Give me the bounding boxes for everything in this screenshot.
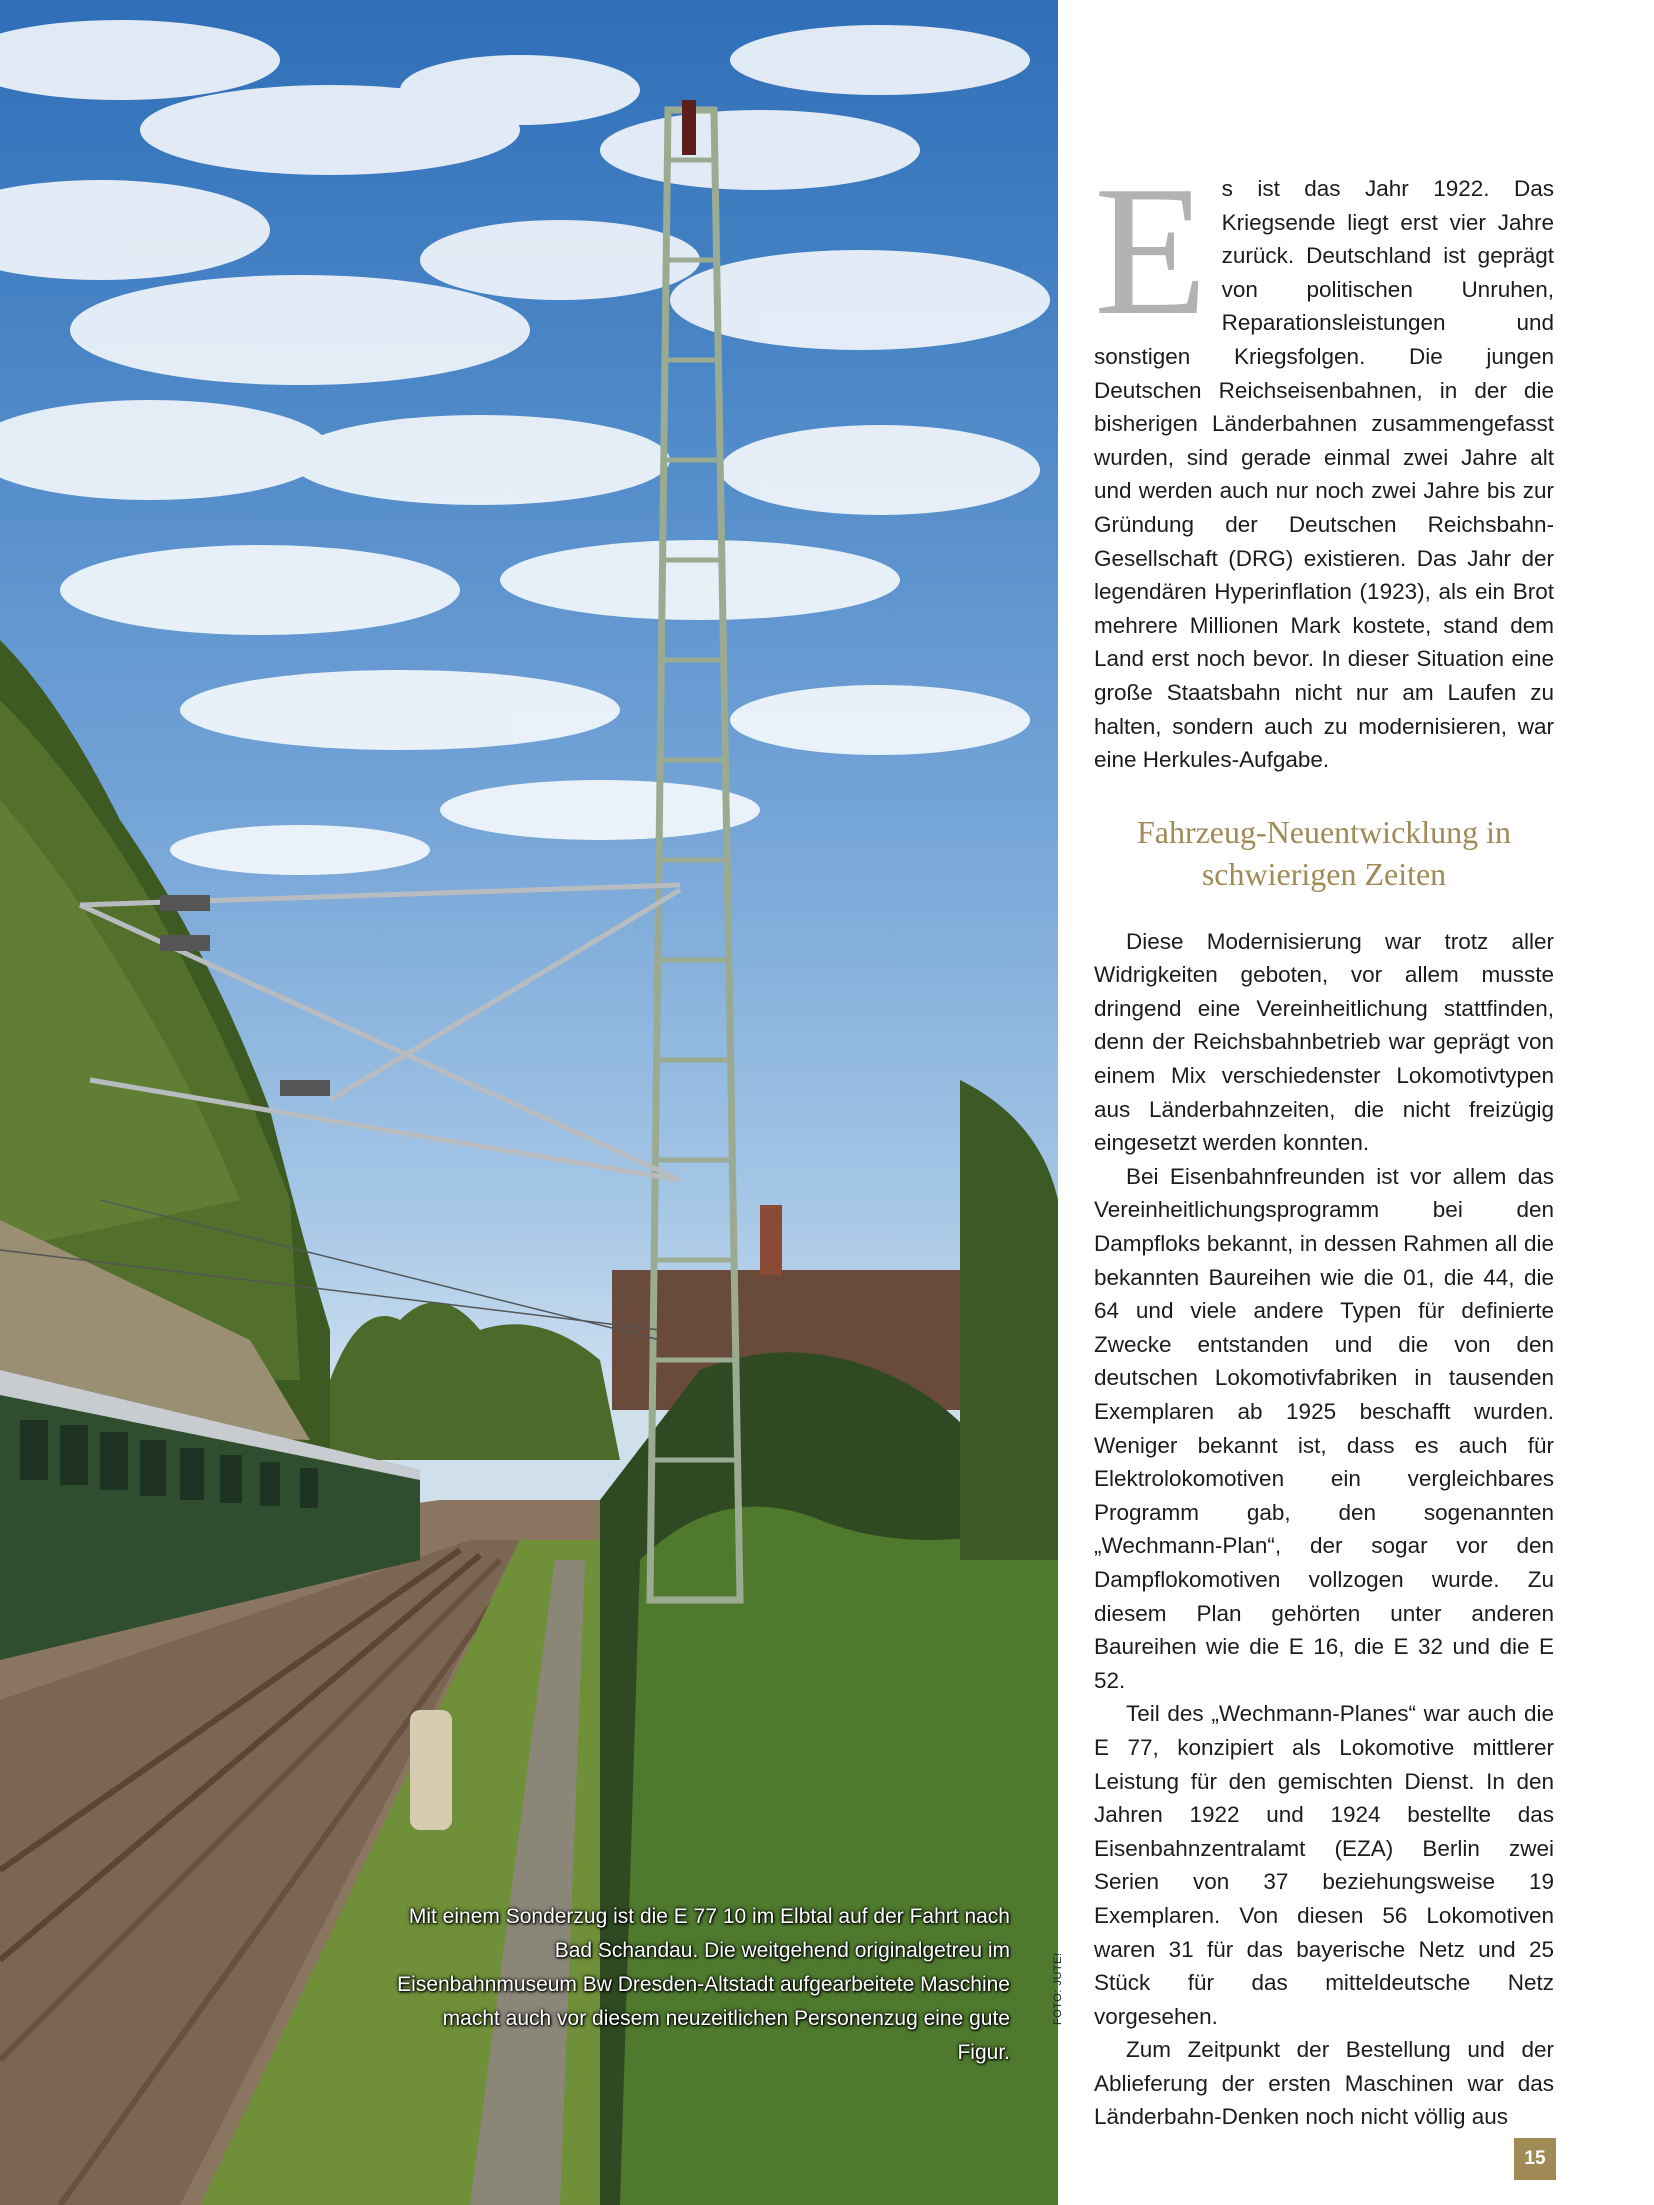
photo-caption: Mit einem Sonderzug ist die E 77 10 im Elbtal auf der Fahrt nach Bad Schandau. Die weitgehend originalgetreu im Eisenbahnmuseum Bw Dresden-Altstadt aufgearbeitete Maschine macht auch vor diesem neuzeitlichen Personenzug eine gute Figur.	[397, 1905, 1010, 2064]
body-paragraph-1: Diese Modernisierung war trotz aller Widrigkeiten geboten, vor allem musste dringend eine Vereinheitlichung stattfinden, denn der Reichsbahnbetrieb war geprägt von einem Mix verschiedenster Lokomotivtypen aus Länderbahnzeiten, die nicht freizügig eingesetzt werden konnten.	[1094, 928, 1554, 1156]
body-paragraph-4: Zum Zeitpunkt der Bestellung und der Ablieferung der ersten Maschinen war das Länderbahn-Denken noch nicht völlig aus	[1094, 2037, 1554, 2130]
photo-credit: FOTO: JUTE!	[1052, 1952, 1064, 2025]
section-heading: Fahrzeug-Neuentwicklung in schwierigen Zeiten	[1136, 813, 1512, 892]
body-paragraph-3: Teil des „Wechmann-Planes“ war auch die E 77, konzipiert als Lokomotive mittlerer Leistung für den gemischten Dienst. In den Jahren 1922 und 1924 bestellte das Eisenbahnzentralamt (EZA) Berlin zwei Serien von 37 beziehungsweise 19 Exemplaren. Von diesen 56 Lokomotiven waren 31 für das bayerische Netz und 25 Stück für das mitteldeutsche Netz vorgesehen.	[1094, 1701, 1554, 2029]
clouds	[0, 20, 1050, 875]
article-column	[1094, 148, 1554, 2134]
intro-paragraph: s ist das Jahr 1922. Das Kriegsende liegt erst vier Jahre zurück. Deutschland ist geprägt von politischen Unruhen, Reparationsleistungen und sonstigen Kriegsfolgen. Die jungen Deutschen Reichseisenbahnen, in der die bisherigen Länderbahnen zusammengefasst wurden, sind gerade einmal zwei Jahre alt und werden auch nur noch zwei Jahre bis zur Gründung der Deutschen Reichsbahn-Gesellschaft (DRG) existieren. Das Jahr der legendären Hyperinflation (1923), als ein Brot mehrere Millionen Mark kostete, stand dem Land erst noch bevor. In dieser Situation eine große Staatsbahn nicht nur am Laufen zu halten, sondern auch zu modernisieren, war eine Herkules-Aufgabe.	[1094, 176, 1554, 773]
drop-cap: E	[1094, 148, 1208, 354]
page-number: 15	[1514, 2138, 1556, 2180]
body-paragraph-2: Bei Eisenbahnfreunden ist vor allem das Vereinheitlichungsprogramm bei den Dampfloks bekannt, in dessen Rahmen all die bekannten Baureihen wie die 01, die 44, die 64 und viele andere Typen für definierte Zwecke entstanden und die von den deutschen Lokomotivfabriken in tausenden Exemplaren ab 1925 beschafft wurden. Weniger bekannt ist, dass es auch für Elektrolokomotiven ein vergleichbares Programm gab, den sogenannten „Wechmann-Plan“, der sogar vor den Dampflokomotiven vollzogen wurde. Zu diesem Plan gehörten unter anderen Baureihen wie die E 16, die E 32 und die E 52.	[1094, 1163, 1554, 1693]
